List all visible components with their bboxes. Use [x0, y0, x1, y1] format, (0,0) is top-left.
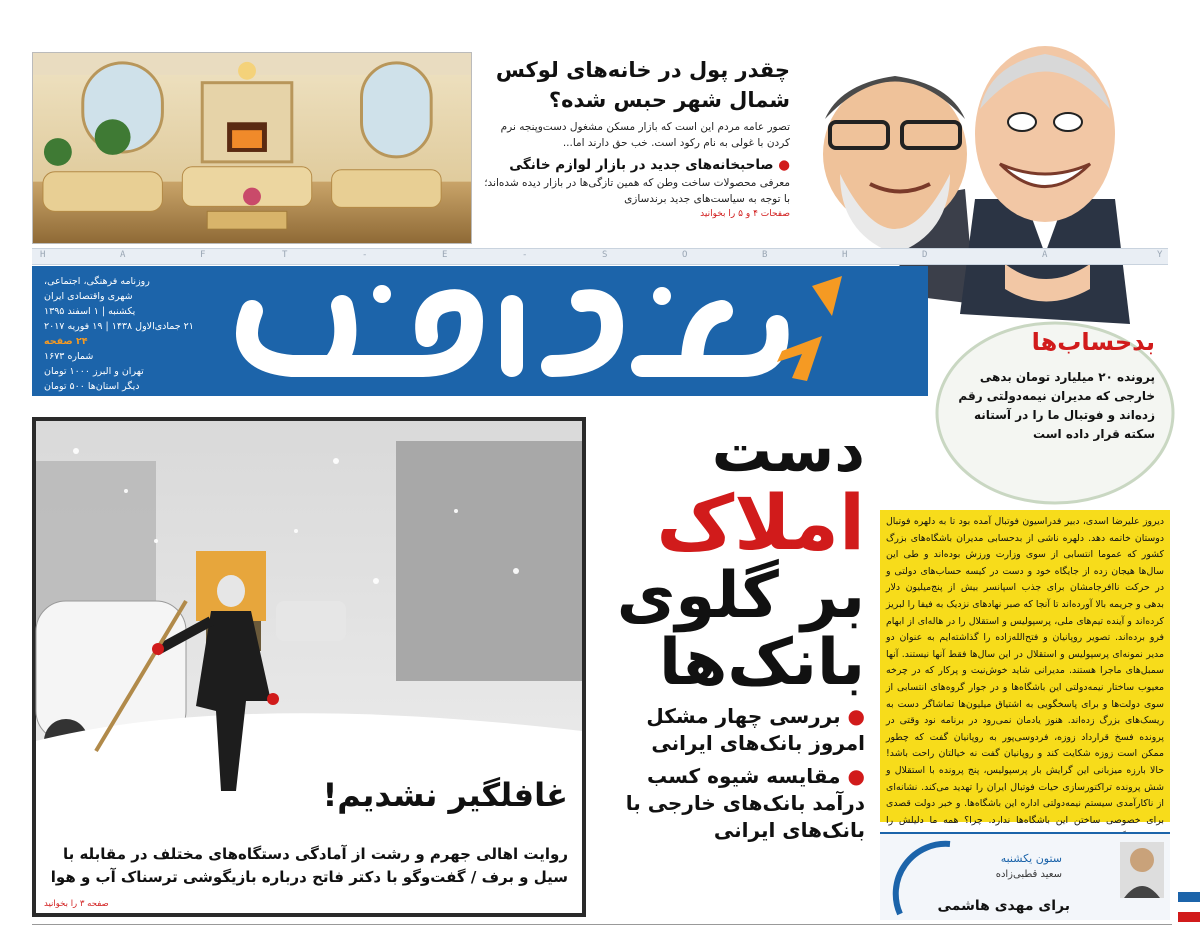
masthead-info — [44, 274, 204, 394]
flag-icon — [1178, 892, 1200, 922]
badge-title: بدحساب‌ها — [1031, 328, 1155, 356]
masthead-info-line: شهری واقتصادی ایران — [44, 291, 133, 302]
price-other: دیگر استان‌ها ۵۰۰ تومان — [44, 381, 140, 392]
price-tehran: تهران و البرز ۱۰۰۰ تومان — [44, 366, 144, 377]
main-subheading-1-text: بررسی چهار مشکل امروز بانک‌های ایرانی — [646, 704, 865, 756]
strip-letter: Y — [1157, 250, 1163, 260]
page-count: ۲۴ صفحه — [44, 336, 88, 347]
main-headline-line-2: املاک — [656, 478, 865, 567]
issue-number: شماره ۱۶۷۳ — [44, 351, 94, 362]
top-teaser — [480, 55, 790, 245]
bottom-rule — [32, 924, 1172, 930]
sunday-column-box — [880, 832, 1170, 920]
teaser-page-reference: صفحات ۴ و ۵ را بخوانید — [700, 209, 790, 219]
masthead-date: یکشنبه | ۱ اسفند ۱۳۹۵ — [44, 306, 136, 317]
teaser-subheading — [480, 155, 790, 175]
column-author: سعید قطبی‌زاده — [995, 869, 1062, 880]
main-headline-column — [600, 416, 865, 920]
main-subheading-2 — [600, 763, 865, 844]
photo-page-reference: صفحه ۳ را بخوانید — [44, 899, 109, 909]
strip-letter: H — [842, 250, 848, 260]
strip-letter: B — [762, 250, 768, 260]
teaser-subheading-body: معرفی محصولات ساخت وطن که همین تازگی‌ها در بازار دیده شده‌اند؛ با توجه به سیاست‌های جدید برندسازی — [484, 177, 790, 205]
commentary-body: دیروز علیرضا اسدی، دبیر فدراسیون فوتبال آمده بود تا به دلهره فوتبال دوستان خاتمه دهد. دلهره ناشی از بدحسابی مدیران باشگاه‌های بزرگ کشور که عموما انتسابی از سوی وزارت ورزش بوده‌اند و طی این سال‌ها هیجان زده از جایگاه خود و دست در کیسه حساب‌های دولتی و در حرکت ناافرجامشان برای جذب اسپانسر بیش از پنج‌میلیون دلار بدهی و جریمه بالا آورده‌اند تا آنجا که صبر نهادهای نزدیک به فیفا را لبریز کرده‌اند و آینده تیم‌های ملی، پرسپولیس و استقلال را در هاله‌ای از ابهام فرو برده‌اند. تصویر روپانیان و فتح‌الله‌زاده را گذاشته‌ایم به عنوان دو مدیر نمونه‌ای پرسپولیس و استقلال در این سال‌ها فقط آنها نیستند. آنها سمبل‌های ماجرا هستند. مدیرانی شاید خوش‌نیت و پرکار که در چرخه معیوب ساختار نیمه‌دولتی این باشگاه‌ها و در جوار گروه‌های انتسابی از سوی دولت‌ها و برای پاسخگویی به اشتیاق میلیون‌ها تماشاگر دست به ریسک‌های بزرگ زده‌اند. هنوز یادمان نمی‌رود در برنامه نود وقتی در پرونده فسخ قرارداد زوزه، فردوسی‌پور به روپانیان گفت که چطور ممکن است زوزه شکایت کند و روپانیان گفت نه خیالتان راحت باشد! حالا بارزه میزبانی این گرایش بار پرسپولیس، پنج پرونده با استقلال و شش پرونده تراکتورسازی حیات فوتبال ایران را تهدید می‌کند. نشانه‌ای از ناکارآمدی سیستم نیمه‌دولتی اداره این باشگاه‌ها. و خبر دولت قصدی برای خصوصی ساختن این باشگاه‌ها ندارد. چرا؟ همه ما دلیلش را — [886, 516, 1164, 826]
masthead — [32, 266, 928, 396]
strip-letter: H — [40, 250, 46, 260]
newspaper-logo — [222, 266, 872, 396]
main-headline-line-3: بر گلوی — [616, 558, 865, 633]
masthead-letter-strip — [32, 248, 1168, 265]
strip-letter: A — [1042, 250, 1048, 260]
badge-text: پرونده ۲۰ میلیارد تومان بدهی خارجی که مدیران نیمه‌دولتی رقم زده‌اند و فوتبال ما را در آستانه سکته قرار داده است — [958, 370, 1155, 441]
teaser-title: چقدر پول در خانه‌های لوکس شمال شهر حبس شده؟ — [495, 58, 790, 112]
strip-letter: E — [442, 250, 448, 260]
strip-letter: - — [522, 250, 528, 260]
strip-letter: A — [120, 250, 126, 260]
photo-caption: روایت اهالی جهرم و رشت از آمادگی دستگاه‌های مختلف در مقابله با سیل و برف / گفت‌وگو با دکتر فاتح درباره بازیگوشی ترسناک آب و هوا — [50, 845, 568, 886]
masthead-date-hijri: ۲۱ جمادی‌الاول ۱۴۳۸ | ۱۹ فوریه ۲۰۱۷ — [44, 321, 194, 332]
main-headline-line-1: دست — [711, 416, 865, 486]
main-subheading-2-text: مقایسه شیوه کسب درآمد بانک‌های خارجی با بانک‌های ایرانی — [625, 764, 865, 843]
masthead-info-line: روزنامه فرهنگی، اجتماعی، — [44, 276, 150, 287]
debt-badge — [930, 318, 1175, 498]
bullet-icon: ● — [840, 704, 865, 729]
main-subheading-1 — [600, 703, 865, 757]
snow-street-photo — [32, 417, 586, 917]
yellow-commentary-box — [880, 510, 1170, 826]
photo-headline: غافلگیر نشدیم! — [322, 776, 568, 814]
strip-letter: D — [922, 250, 928, 260]
bullet-icon: ● — [773, 157, 790, 173]
teaser-subheading-text: صاحبخانه‌های جدید در بازار لوازم خانگی — [509, 157, 774, 173]
strip-letter: S — [602, 250, 608, 260]
teaser-body: تصور عامه مردم این است که بازار مسکن مشغول دست‌وپنجه نرم کردن با غولی به نام رکود است. خب حق دارند اما... — [500, 121, 790, 149]
bullet-icon: ● — [840, 764, 865, 789]
strip-letter: O — [682, 250, 688, 260]
column-title: برای مهدی هاشمی — [937, 898, 1070, 914]
commentary-text — [886, 514, 1164, 826]
strip-letter: T — [282, 250, 288, 260]
strip-letter: - — [362, 250, 368, 260]
luxury-interior-photo — [32, 52, 472, 244]
strip-letter: F — [200, 250, 206, 260]
main-headline-line-4: بانک‌ها — [658, 625, 865, 700]
column-label: ستون یکشنبه — [1000, 852, 1062, 865]
